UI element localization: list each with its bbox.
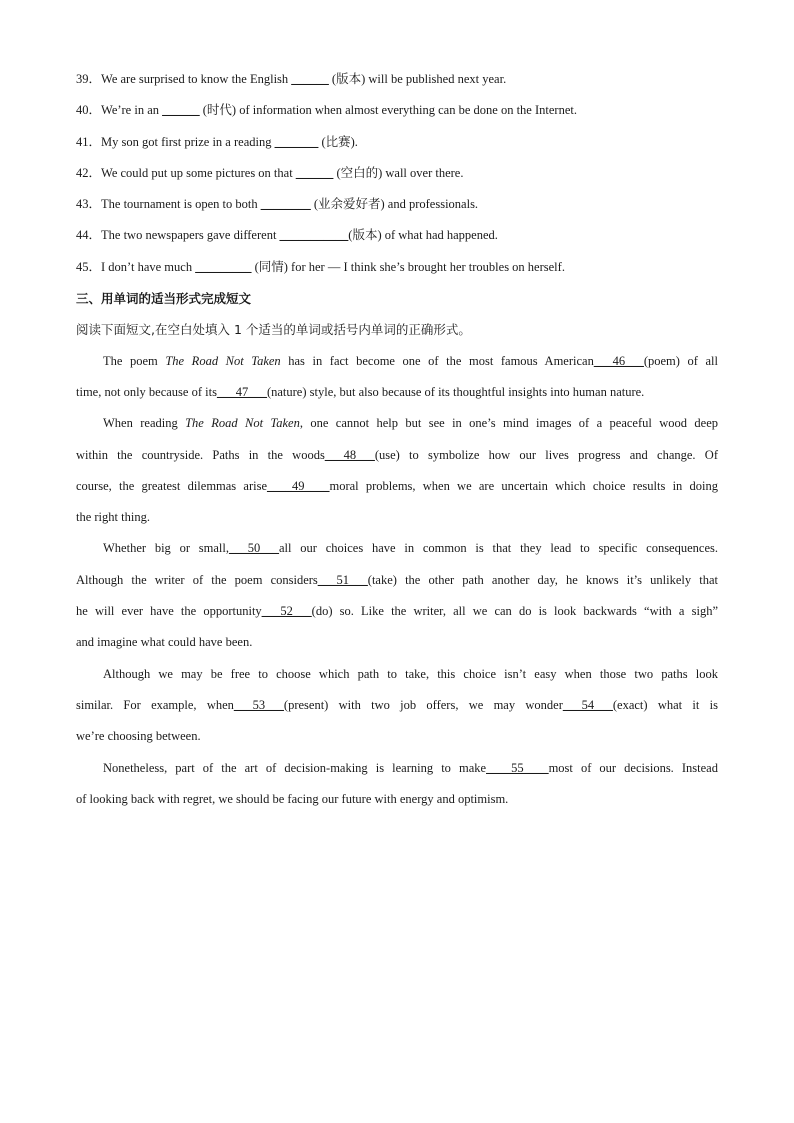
question-number: 42． xyxy=(76,165,102,180)
question-text: I don’t have much xyxy=(101,259,196,274)
passage-line xyxy=(76,440,718,471)
passage-text: has in fact become one of the most famous American xyxy=(280,353,594,368)
passage-text: moral problems, when we are uncertain which choice results in doing xyxy=(329,478,718,493)
question-40 xyxy=(76,95,718,126)
passage-line xyxy=(76,533,718,564)
passage-text: (poem) of all xyxy=(643,353,718,368)
question-text: (版本) of what had happened. xyxy=(348,228,498,243)
passage-text: within the countryside. Paths in the woods xyxy=(76,447,325,462)
question-39 xyxy=(76,64,718,95)
question-text: (版本) will be published next year. xyxy=(328,72,507,86)
section-instruction: 阅读下面短文,在空白处填入 1 个适当的单词或括号内单词的正确形式。 xyxy=(76,322,471,338)
passage-line xyxy=(76,471,718,502)
gap-48[interactable]: ___48___ xyxy=(324,447,375,462)
passage-line xyxy=(76,408,718,439)
section-heading: 三、用单词的适当形式完成短文 xyxy=(76,291,252,307)
gap-50[interactable]: ___50___ xyxy=(228,541,279,556)
passage-text: Whether big or small, xyxy=(103,541,229,556)
question-number: 41． xyxy=(76,134,102,149)
poem-title: The Road Not Taken xyxy=(165,353,281,368)
passage-text: time, not only because of its xyxy=(76,384,217,399)
question-text: (时代) of information when almost everything can be done on the Internet. xyxy=(199,103,577,118)
question-number: 43． xyxy=(76,197,102,212)
passage-text: (exact) what it is xyxy=(612,697,718,712)
document-page xyxy=(76,64,718,815)
question-text: My son got first prize in a reading xyxy=(101,134,275,149)
question-text: We could put up some pictures on that xyxy=(101,165,296,180)
question-43 xyxy=(76,189,718,220)
passage-text: (take) the other path another day, he knows it’s unlikely that xyxy=(367,572,718,587)
gap-55[interactable]: ____55____ xyxy=(486,760,549,775)
question-text: (比赛). xyxy=(318,134,358,149)
passage-paragraph-3 xyxy=(76,533,718,658)
question-number: 45． xyxy=(76,259,102,274)
question-text: (同情) for her — I think she’s brought her troubles on herself. xyxy=(251,259,565,274)
passage-text: similar. For example, when xyxy=(76,697,234,712)
passage-text: (do) so. Like the writer, all we can do is look backwards “with a sigh” xyxy=(311,604,719,619)
passage-text: Nonetheless, part of the art of decision-making is learning to make xyxy=(103,760,487,775)
question-text: The two newspapers gave different xyxy=(101,228,280,243)
answer-blank[interactable]: ________ xyxy=(260,197,311,212)
gap-46[interactable]: ___46___ xyxy=(593,353,644,368)
passage-paragraph-4 xyxy=(76,659,718,753)
passage-line xyxy=(76,753,718,784)
passage-line: we’re choosing between. xyxy=(76,729,201,744)
poem-title: The Road Not Taken xyxy=(185,416,300,431)
answer-blank[interactable]: _________ xyxy=(195,259,252,274)
passage-text: , one cannot help but see in one’s mind images of a peaceful wood deep xyxy=(299,416,718,431)
gap-51[interactable]: ___51___ xyxy=(317,572,368,587)
passage-text: (use) to symbolize how our lives progress and change. Of xyxy=(374,447,718,462)
passage-text: When reading xyxy=(103,416,186,431)
answer-blank[interactable]: ___________ xyxy=(279,228,349,243)
passage-line: the right thing. xyxy=(76,510,150,525)
gap-52[interactable]: ___52___ xyxy=(261,604,312,619)
passage-text: most of our decisions. Instead xyxy=(548,760,718,775)
passage-line: and imagine what could have been. xyxy=(76,635,253,650)
passage-line xyxy=(76,346,718,377)
answer-blank[interactable]: ______ xyxy=(295,165,334,180)
question-text: We are surprised to know the English xyxy=(101,72,292,86)
passage-text: he will ever have the opportunity xyxy=(76,604,262,619)
question-text: The tournament is open to both xyxy=(101,197,261,212)
passage-text: all our choices have in common is that they lead to specific consequences. xyxy=(278,541,718,556)
passage-paragraph-1 xyxy=(76,346,718,409)
passage-line: of looking back with regret, we should be facing our future with energy and optimism. xyxy=(76,791,509,806)
passage-line xyxy=(76,690,718,721)
question-number: 40． xyxy=(76,103,102,118)
gap-54[interactable]: ___54___ xyxy=(562,697,613,712)
question-45 xyxy=(76,252,718,283)
passage-text: course, the greatest dilemmas arise xyxy=(76,478,267,493)
question-44 xyxy=(76,220,718,251)
question-text: (业余爱好者) and professionals. xyxy=(310,197,479,212)
passage-text: Although the writer of the poem considers xyxy=(76,572,318,587)
question-text: (空白的) wall over there. xyxy=(333,165,464,180)
answer-blank[interactable]: _______ xyxy=(274,134,319,149)
question-number: 39． xyxy=(76,72,102,86)
gap-49[interactable]: ____49____ xyxy=(267,478,330,493)
passage-line xyxy=(76,596,718,627)
gap-47[interactable]: ___47___ xyxy=(216,384,267,399)
answer-blank[interactable]: ______ xyxy=(291,72,329,86)
passage-paragraph-2 xyxy=(76,408,718,533)
question-41 xyxy=(76,127,718,158)
answer-blank[interactable]: ______ xyxy=(162,103,200,118)
passage-text: (present) with two job offers, we may wonder xyxy=(283,697,563,712)
question-text: We’re in an xyxy=(101,103,163,118)
gap-53[interactable]: ___53___ xyxy=(233,697,284,712)
passage-line: Although we may be free to choose which path to take, this choice isn’t easy when those two paths look xyxy=(103,666,718,681)
passage-paragraph-5 xyxy=(76,753,718,816)
passage-line xyxy=(76,565,718,596)
question-number: 44． xyxy=(76,228,102,243)
passage-text: (nature) style, but also because of its thoughtful insights into human nature. xyxy=(266,384,645,399)
passage-text: The poem xyxy=(103,353,166,368)
passage-line xyxy=(76,377,718,408)
question-42 xyxy=(76,158,718,189)
